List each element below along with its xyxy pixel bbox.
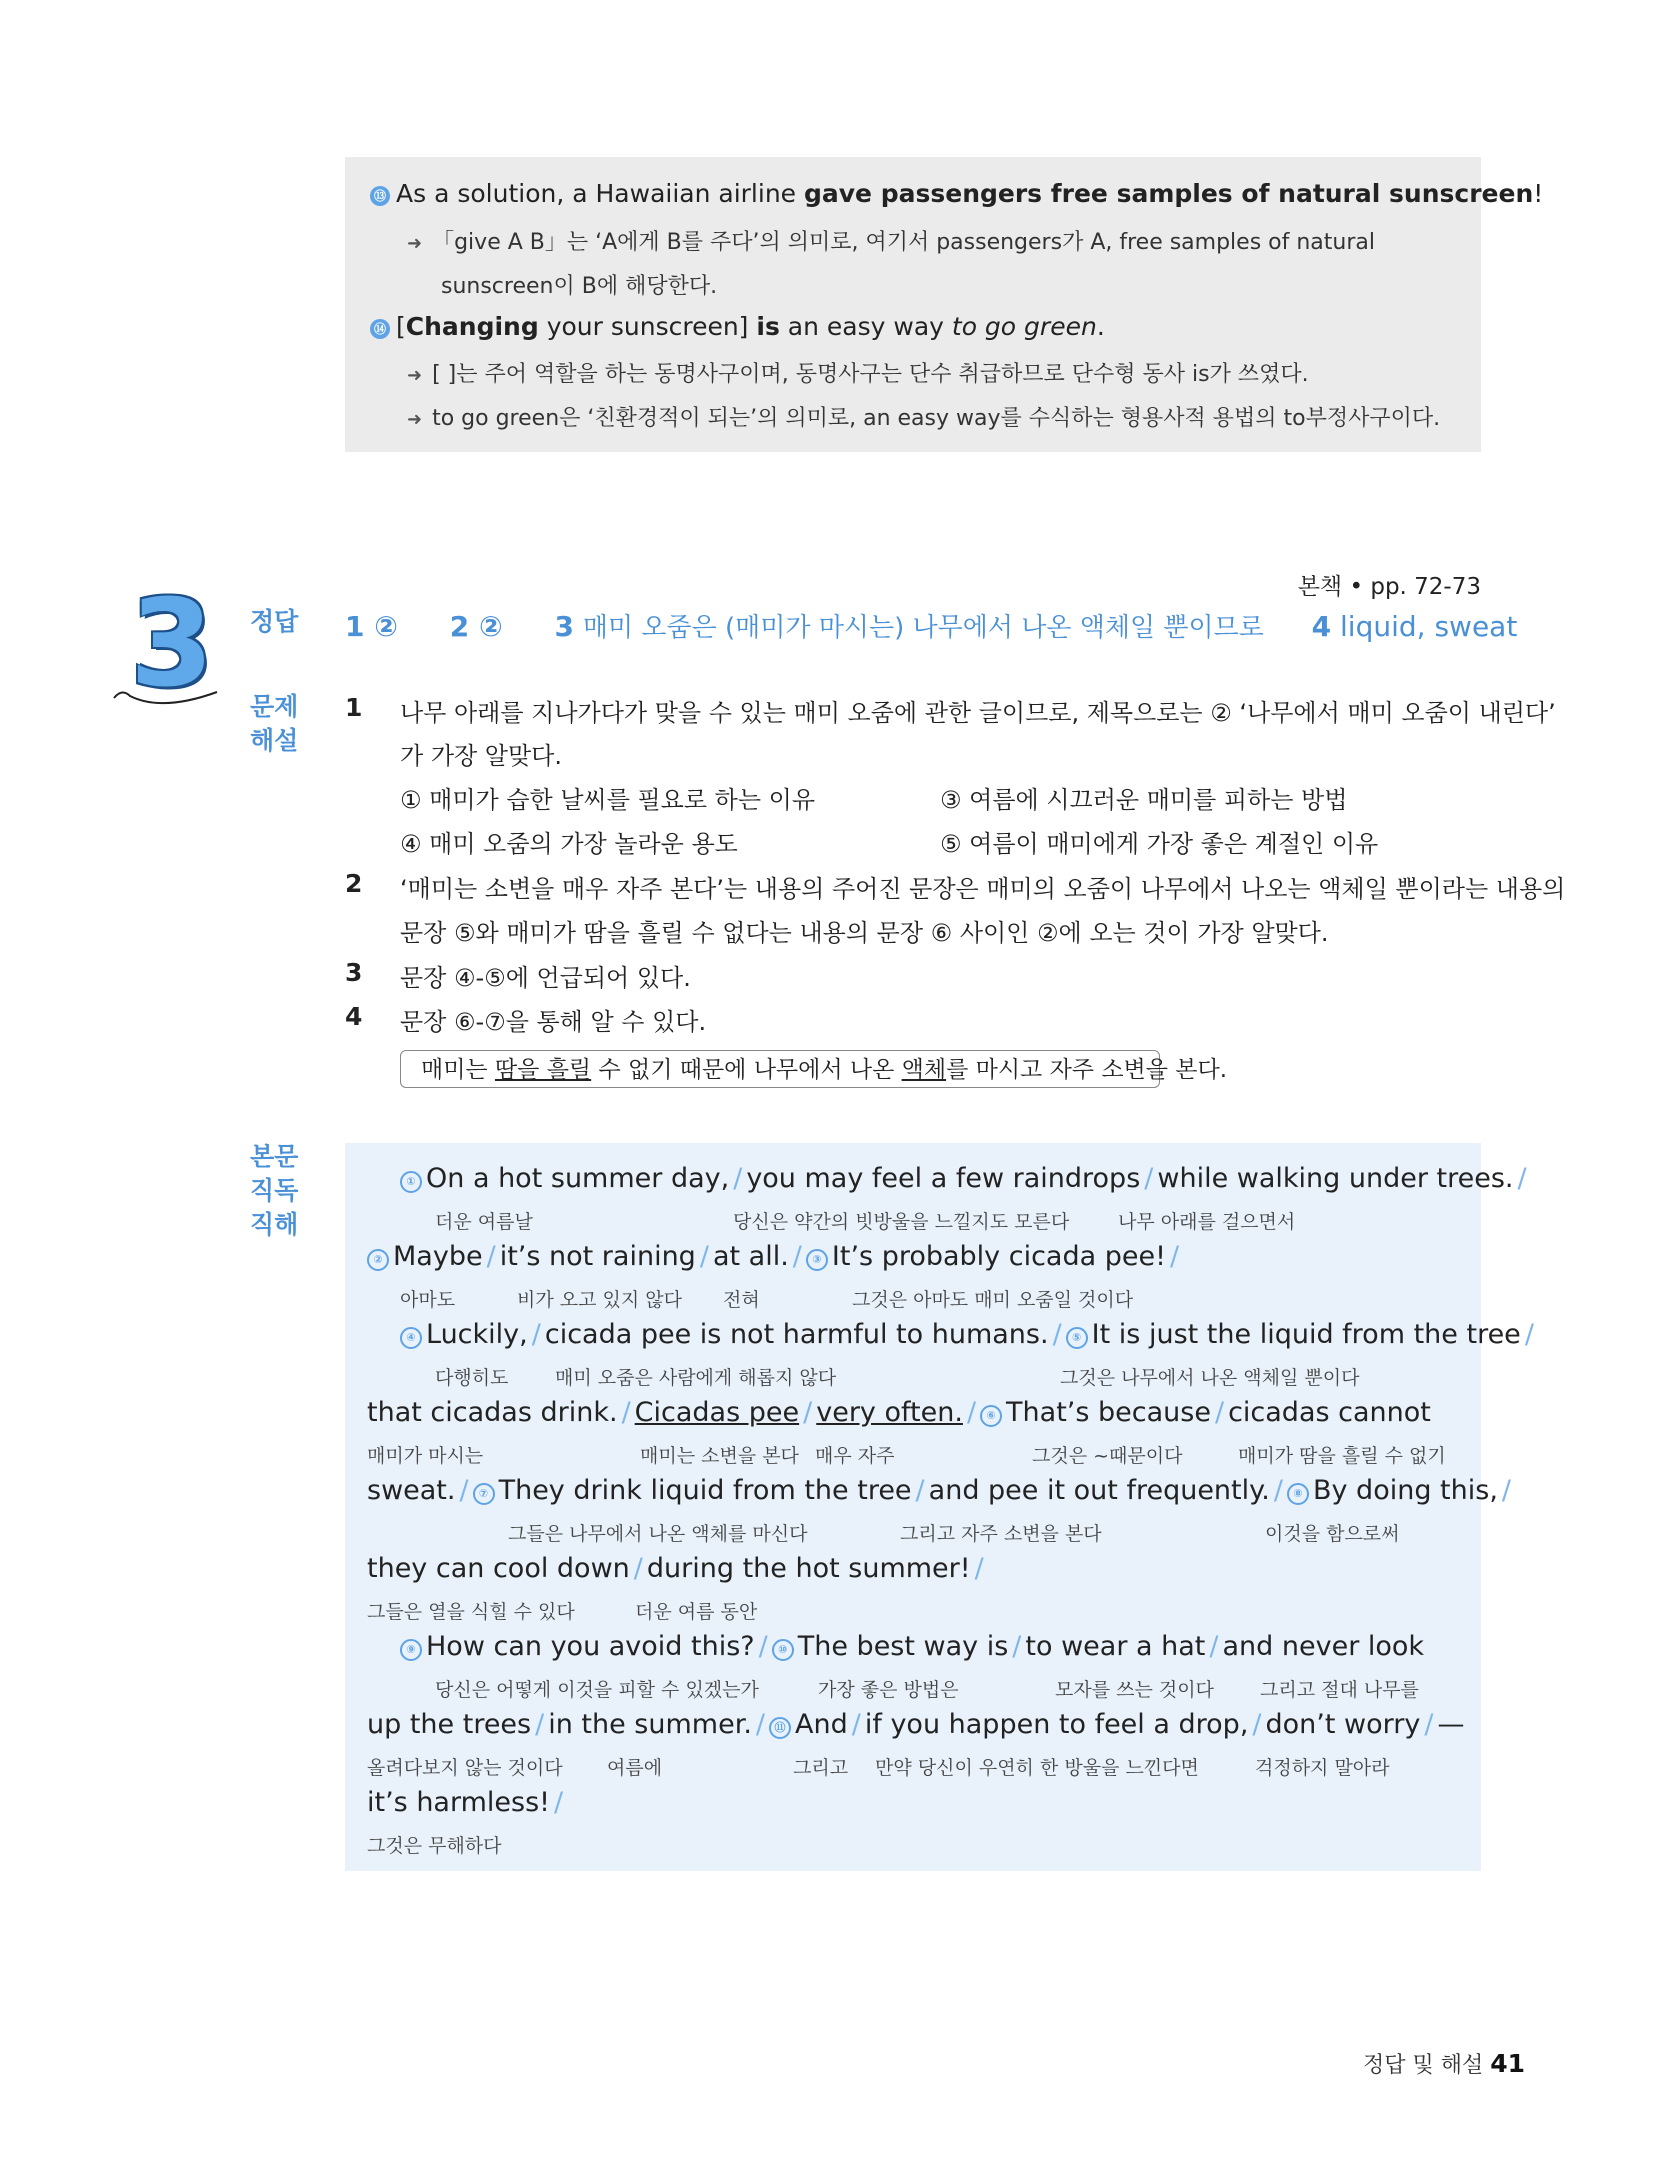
reading-line-1: ① On a hot summer day, / you may feel a few raindrops / while walking under trees. / bbox=[400, 1163, 1531, 1194]
answer-3: 매미 오줌은 (매미가 마시는) 나무에서 나온 액체일 뿐이므로 bbox=[582, 613, 1264, 643]
explanation-4: 문장 ⑥-⑦을 통해 알 수 있다. bbox=[400, 1008, 707, 1036]
grammar-note-box bbox=[345, 157, 1544, 452]
explanation-4-number: 4 bbox=[345, 1002, 363, 1031]
footer-label: 정답 및 해설 bbox=[1362, 2053, 1484, 2078]
swoosh-decoration bbox=[112, 680, 222, 710]
answer-4-number: 4 bbox=[1311, 610, 1332, 643]
gloss: 매미는 소변을 본다 bbox=[640, 1445, 799, 1467]
gloss: 모자를 쓰는 것이다 bbox=[1055, 1679, 1214, 1701]
note-13-line2: sunscreen이 B에 해당한다. bbox=[441, 274, 718, 299]
page-reference: 본책 • pp. 72-73 bbox=[1297, 574, 1481, 600]
gloss: 아마도 bbox=[400, 1289, 456, 1311]
sentence-number: ⑭ bbox=[370, 319, 390, 339]
gloss: 나무 아래를 걸으면서 bbox=[1118, 1211, 1296, 1233]
gloss: 당신은 어떻게 이것을 피할 수 있겠는가 bbox=[435, 1679, 759, 1701]
reading-line-4: that cicadas drink. / Cicadas pee / very often. / ⑥ That’s because / cicadas cannot bbox=[367, 1397, 1431, 1428]
gloss: 그것은 ~때문이다 bbox=[1032, 1445, 1183, 1467]
gloss: 그리고 bbox=[793, 1757, 849, 1779]
explanation-2-number: 2 bbox=[345, 869, 363, 898]
explanation-2-line1: ‘매미는 소변을 매우 자주 본다’는 내용의 주어진 문장은 매미의 오줌이 나무에서 나오는 액체일 뿐이라는 내용의 bbox=[400, 875, 1566, 903]
note-14-line1: ➜ [ ]는 주어 역할을 하는 동명사구이며, 동명사구는 단수 취급하므로 단수형 동사 is가 쓰였다. bbox=[407, 362, 1309, 387]
arrow-right-icon: ➜ bbox=[407, 233, 423, 254]
sentence-number: ⑬ bbox=[370, 186, 390, 206]
page-footer bbox=[1363, 2048, 1525, 2079]
option-3: ③ 여름에 시끄러운 매미를 피하는 방법 bbox=[940, 786, 1348, 814]
page-number: 41 bbox=[1490, 2049, 1525, 2078]
sentence-14: ⑭ [Changing your sunscreen] is an easy way to go green. bbox=[370, 312, 1105, 341]
reading-line-8: up the trees / in the summer. / ⑪ And / if you happen to feel a drop, / don’t worry / — bbox=[367, 1709, 1465, 1740]
gloss: 매미 오줌은 사람에게 해롭지 않다 bbox=[555, 1367, 837, 1389]
gloss: 그들은 열을 식힐 수 있다 bbox=[367, 1601, 575, 1623]
option-4: ④ 매미 오줌의 가장 놀라운 용도 bbox=[400, 830, 738, 858]
gloss: 더운 여름 동안 bbox=[635, 1601, 758, 1623]
gloss: 다행히도 bbox=[435, 1367, 509, 1389]
gloss: 그리고 자주 소변을 본다 bbox=[900, 1523, 1102, 1545]
sentence-13: ⑬ As a solution, a Hawaiian airline gave passengers free samples of natural sunscreen! bbox=[370, 179, 1543, 208]
gloss: 매미가 마시는 bbox=[367, 1445, 484, 1467]
reading-line-5: sweat. / ⑦ They drink liquid from the tree / and pee it out frequently. / ⑧ By doing this, / bbox=[367, 1475, 1512, 1506]
reading-line-3: ④ Luckily, / cicada pee is not harmful to humans. / ⑤ It is just the liquid from the tree / bbox=[400, 1319, 1538, 1350]
explanation-3-number: 3 bbox=[345, 958, 363, 987]
option-5: ⑤ 여름이 매미에게 가장 좋은 계절인 이유 bbox=[940, 830, 1379, 858]
gloss: 그것은 나무에서 나온 액체일 뿐이다 bbox=[1060, 1367, 1360, 1389]
gloss: 매미가 땀을 흘릴 수 없기 bbox=[1238, 1445, 1446, 1467]
gloss: 걱정하지 말아라 bbox=[1255, 1757, 1390, 1779]
note-13-line1: ➜ 「give A B」는 ‘A에게 B를 주다’의 의미로, 여기서 passengers가 A, free samples of natural bbox=[407, 230, 1375, 255]
section-number: 3 bbox=[130, 575, 214, 714]
explanation-1-line1: 나무 아래를 지나가다가 맞을 수 있는 매미 오줌에 관한 글이므로, 제목으로는 ② ‘나무에서 매미 오줌이 내린다’ bbox=[400, 699, 1556, 727]
gloss: 더운 여름날 bbox=[435, 1211, 533, 1233]
gloss: 만약 당신이 우연히 한 방울을 느낀다면 bbox=[875, 1757, 1199, 1779]
reading-line-6: they can cool down / during the hot summer! / bbox=[367, 1553, 984, 1584]
reading-translation-box bbox=[345, 1143, 1534, 1871]
arrow-right-icon: ➜ bbox=[407, 409, 423, 430]
gloss: 비가 오고 있지 않다 bbox=[517, 1289, 682, 1311]
answer-1: 1 ② bbox=[345, 610, 398, 643]
arrow-right-icon: ➜ bbox=[407, 365, 423, 386]
summary-box: 매미는 땀을 흘릴 수 없기 때문에 나무에서 나온 액체를 마시고 자주 소변을 본다. bbox=[400, 1050, 1160, 1088]
reading-line-7: ⑨ How can you avoid this? / ⑩ The best way is / to wear a hat / and never look bbox=[400, 1631, 1424, 1662]
gloss: 그것은 무해하다 bbox=[367, 1835, 502, 1857]
gloss: 전혀 bbox=[723, 1289, 760, 1311]
gloss: 그리고 절대 나무를 bbox=[1260, 1679, 1419, 1701]
gloss: 여름에 bbox=[607, 1757, 663, 1779]
answer-3-number: 3 bbox=[554, 610, 574, 643]
note-14-line2: ➜ to go green은 ‘친환경적이 되는’의 의미로, an easy way를 수식하는 형용사적 용법의 to부정사구이다. bbox=[407, 406, 1441, 431]
answer-label: 정답 bbox=[250, 607, 299, 636]
reading-line-2: ② Maybe / it’s not raining / at all. / ③ It’s probably cicada pee! / bbox=[367, 1241, 1183, 1272]
gloss: 당신은 약간의 빗방울을 느낄지도 모른다 bbox=[733, 1211, 1070, 1233]
explanation-label: 문제 해설 bbox=[250, 692, 299, 755]
gloss: 그것은 아마도 매미 오줌일 것이다 bbox=[852, 1289, 1134, 1311]
reading-line-9: it’s harmless! / bbox=[367, 1787, 564, 1818]
gloss: 가장 좋은 방법은 bbox=[818, 1679, 959, 1701]
answers-row bbox=[345, 607, 1517, 644]
explanation-2-line2: 문장 ⑤와 매미가 땀을 흘릴 수 없다는 내용의 문장 ⑥ 사이인 ②에 오는 것이 가장 알맞다. bbox=[400, 919, 1329, 947]
gloss: 이것을 함으로써 bbox=[1265, 1523, 1400, 1545]
answer-4: liquid, sweat bbox=[1340, 610, 1518, 643]
explanation-1-line2: 가 가장 알맞다. bbox=[400, 742, 562, 770]
gloss: 올려다보지 않는 것이다 bbox=[367, 1757, 563, 1779]
explanation-3: 문장 ④-⑤에 언급되어 있다. bbox=[400, 964, 691, 992]
gloss: 그들은 나무에서 나온 액체를 마신다 bbox=[508, 1523, 808, 1545]
explanation-1-number: 1 bbox=[345, 693, 363, 722]
answer-2: 2 ② bbox=[449, 610, 503, 643]
option-1: ① 매미가 습한 날씨를 필요로 하는 이유 bbox=[400, 786, 816, 814]
gloss: 매우 자주 bbox=[815, 1445, 895, 1467]
reading-label: 본문 직독 직해 bbox=[250, 1142, 299, 1239]
